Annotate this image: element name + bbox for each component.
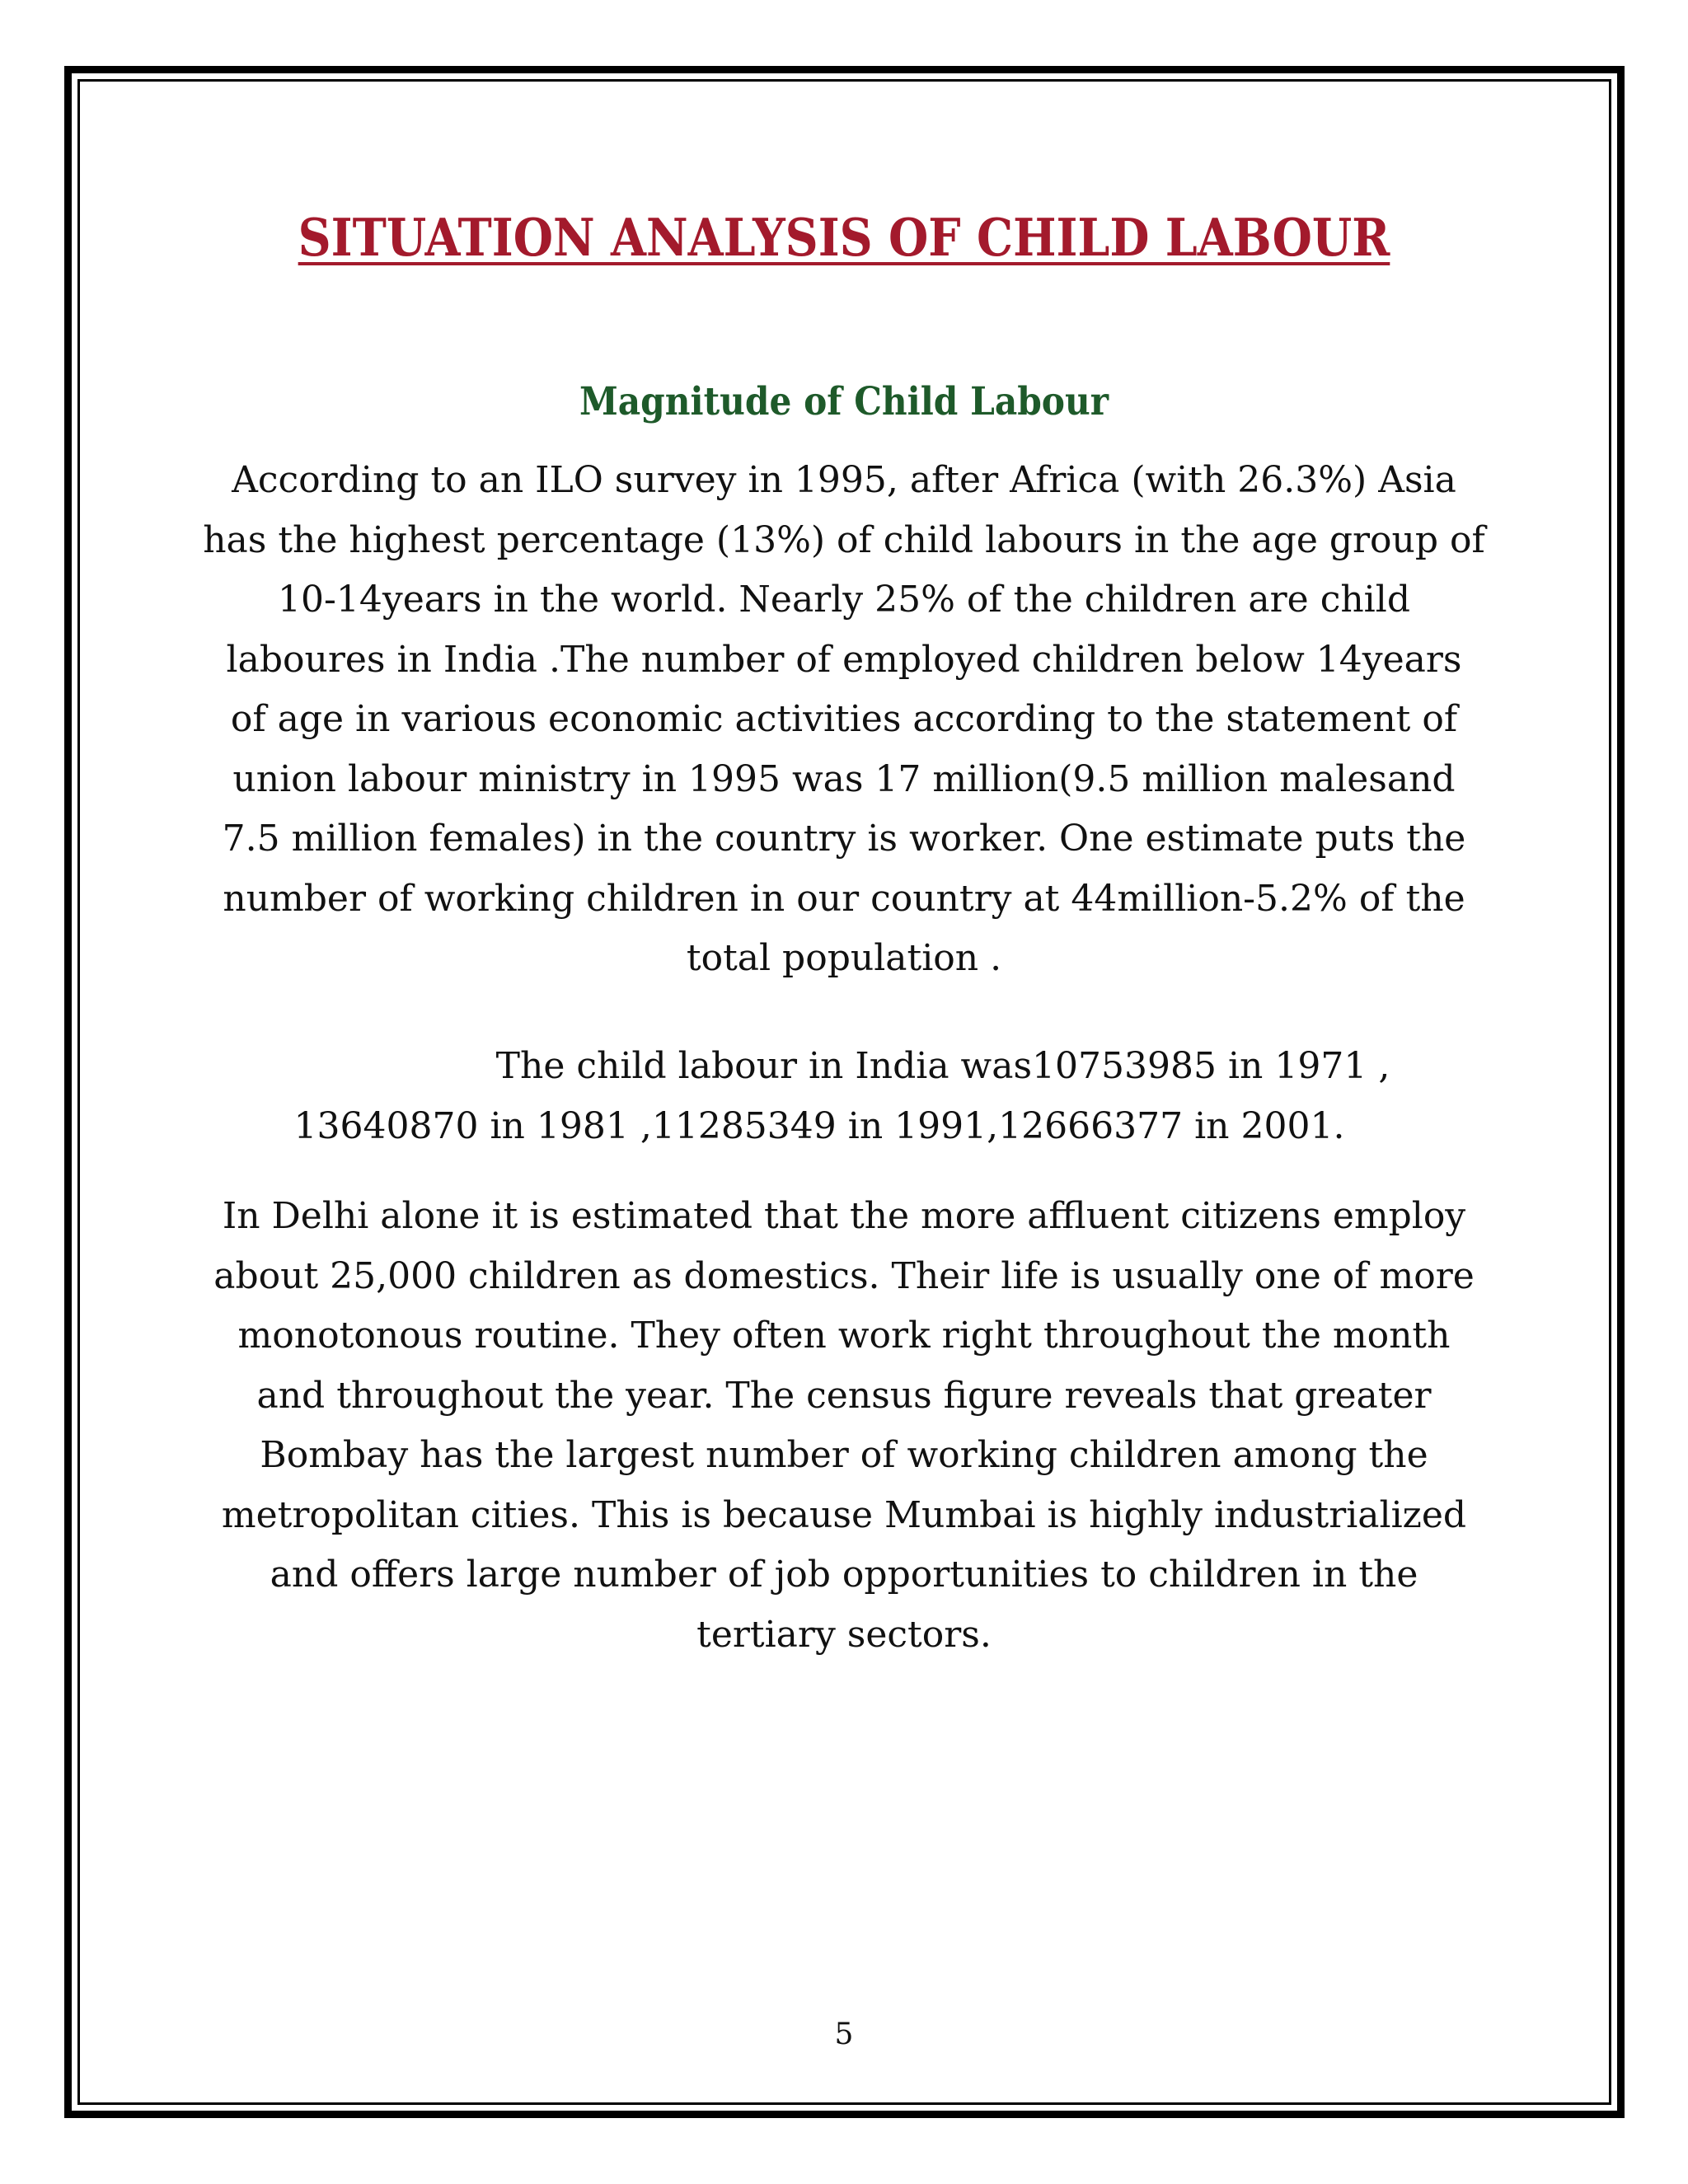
paragraph-line: In Delhi alone it is estimated that the more affluent citizens employ [222,1195,1466,1237]
paragraph-line: laboures in India .The number of employed children below 14years [226,638,1462,681]
section-heading: Magnitude of Child Labour [579,379,1109,424]
page-number: 5 [834,2018,854,2051]
paragraph-delhi-bombay [165,1187,1523,1665]
paragraph-line: and throughout the year. The census figure reveals that greater [256,1374,1432,1417]
paragraph-line: The child labour in India was10753985 in 1971 , [495,1045,1390,1087]
paragraph-line: 13640870 in 1981 ,11285349 in 1991,12666377 in 2001. [293,1104,1345,1147]
paragraph-line: about 25,000 children as domestics. Their life is usually one of more [213,1254,1475,1297]
paragraph-line: 10-14years in the world. Nearly 25% of the children are child [278,579,1410,621]
paragraph-line: metropolitan cities. This is because Mumbai is highly industrialized [221,1493,1467,1536]
paragraph-line: According to an ILO survey in 1995, after Africa (with 26.3%) Asia [232,459,1456,501]
paragraph-line: has the highest percentage (13%) of child labours in the age group of [203,518,1485,561]
paragraph-line: Bombay has the largest number of working children among the [260,1434,1428,1476]
paragraph-line: total population . [686,937,1002,979]
paragraph-line: 7.5 million females) in the country is worker. One estimate puts the [222,818,1466,860]
paragraph-line: tertiary sectors. [696,1613,992,1656]
paragraph-ilo-survey [165,451,1523,989]
paragraph-line: and offers large number of job opportunities to children in the [270,1554,1418,1596]
paragraph-line: of age in various economic activities according to the statement of [230,698,1458,740]
paragraph-line: number of working children in our country at 44million-5.2% of the [223,877,1465,920]
paragraph-census-figures [165,1037,1523,1156]
paragraph-line: union labour ministry in 1995 was 17 million(9.5 million malesand [232,757,1456,800]
page-title: SITUATION ANALYSIS OF CHILD LABOUR [298,207,1390,268]
paragraph-line: monotonous routine. They often work right throughout the month [237,1315,1451,1357]
